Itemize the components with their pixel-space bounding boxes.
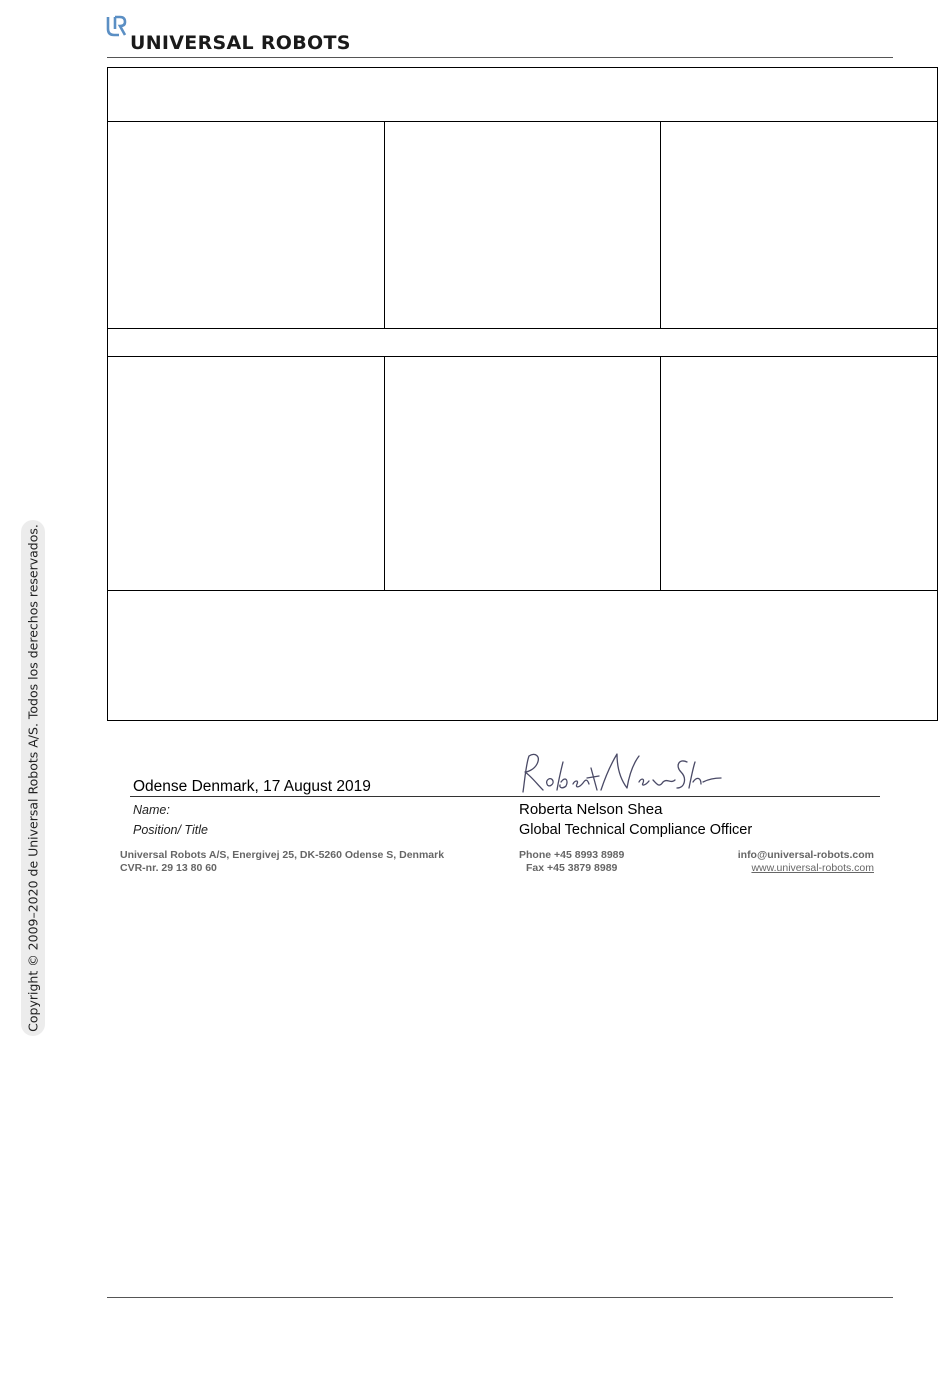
signer-name: Roberta Nelson Shea xyxy=(519,801,663,818)
table-cell-notes xyxy=(108,591,938,721)
company-cvr: CVR-nr. 29 13 80 60 xyxy=(120,862,217,874)
signature-line xyxy=(130,796,880,797)
table-cell xyxy=(384,122,661,329)
table-cell xyxy=(384,357,661,591)
copyright-text: Copyright © 2009–2020 de Universal Robots A/S. Todos los derechos reservados. xyxy=(25,524,41,1032)
table-cell xyxy=(661,357,938,591)
brand-name: UNIVERSAL ROBOTS xyxy=(130,32,351,54)
header-divider xyxy=(107,57,893,58)
table-cell xyxy=(108,122,385,329)
company-address: Universal Robots A/S, Energivej 25, DK-5260 Odense S, Denmark xyxy=(120,849,445,861)
table-cell-header xyxy=(108,68,938,122)
signer-title: Global Technical Compliance Officer xyxy=(519,822,753,838)
ur-logo-icon xyxy=(106,15,128,37)
table-cell-section xyxy=(108,329,938,357)
copyright-sidebar xyxy=(21,520,45,1036)
handwritten-signature xyxy=(517,748,727,796)
table-cell xyxy=(661,122,938,329)
company-phone: Phone +45 8993 8989 xyxy=(519,849,625,861)
position-label: Position/ Title xyxy=(133,823,208,837)
table-cell xyxy=(108,357,385,591)
footer-divider xyxy=(107,1297,893,1298)
company-website-link[interactable]: www.universal-robots.com xyxy=(751,862,874,874)
place-date: Odense Denmark, 17 August 2019 xyxy=(133,778,371,795)
company-fax: Fax +45 3879 8989 xyxy=(526,862,618,874)
company-email[interactable]: info@universal-robots.com xyxy=(737,849,874,861)
name-label: Name: xyxy=(133,803,170,817)
declaration-table xyxy=(107,67,938,721)
